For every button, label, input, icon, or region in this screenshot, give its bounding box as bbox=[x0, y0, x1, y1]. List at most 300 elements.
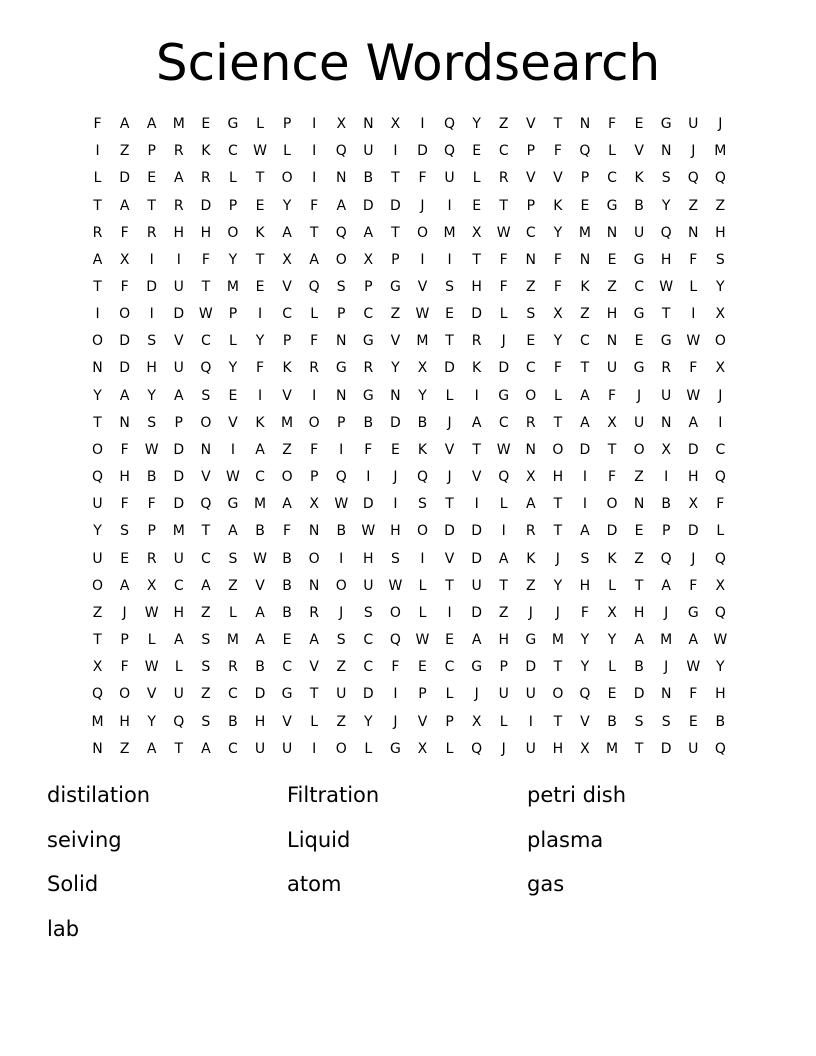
grid-letter: Y bbox=[553, 577, 563, 594]
grid-letter: M bbox=[551, 632, 564, 649]
grid-letter: C bbox=[498, 143, 509, 160]
grid-letter: I bbox=[393, 143, 398, 160]
grid-letter: J bbox=[691, 143, 696, 160]
grid-letter: Z bbox=[634, 469, 644, 486]
grid-row bbox=[84, 220, 734, 247]
grid-letter: H bbox=[119, 713, 130, 730]
grid-letter: B bbox=[282, 577, 292, 594]
grid-letter: T bbox=[634, 740, 644, 757]
grid-letter: V bbox=[255, 577, 265, 594]
grid-letter: L bbox=[716, 523, 725, 540]
grid-letter: D bbox=[471, 550, 483, 567]
grid-letter: Z bbox=[525, 577, 536, 594]
grid-row bbox=[84, 355, 734, 382]
grid-letter: A bbox=[282, 496, 292, 513]
grid-letter: I bbox=[664, 469, 669, 486]
grid-letter: J bbox=[393, 469, 398, 486]
grid-letter: A bbox=[119, 577, 130, 594]
grid-letter: A bbox=[309, 251, 319, 268]
grid-letter: H bbox=[173, 604, 185, 621]
grid-letter: F bbox=[120, 659, 129, 676]
grid-letter: I bbox=[257, 306, 263, 323]
grid-letter: J bbox=[664, 659, 669, 676]
grid-letter: P bbox=[526, 143, 536, 160]
grid-letter: J bbox=[528, 604, 533, 621]
grid-letter: X bbox=[553, 306, 563, 323]
grid-letter: Z bbox=[282, 441, 292, 458]
grid-letter: S bbox=[634, 713, 644, 730]
grid-letter: N bbox=[336, 387, 347, 404]
grid-letter: F bbox=[310, 441, 319, 458]
grid-letter: J bbox=[447, 469, 452, 486]
grid-letter: D bbox=[525, 659, 537, 676]
grid-letter: U bbox=[173, 550, 184, 567]
page-title: Science Wordsearch bbox=[155, 34, 661, 92]
grid-letter: E bbox=[634, 333, 644, 350]
grid-letter: Z bbox=[498, 116, 509, 133]
grid-letter: K bbox=[255, 224, 265, 241]
grid-row bbox=[84, 708, 734, 735]
grid-letter: H bbox=[363, 550, 374, 567]
grid-letter: J bbox=[447, 414, 452, 431]
grid-letter: L bbox=[608, 577, 616, 594]
grid-letter: B bbox=[336, 523, 347, 540]
grid-letter: J bbox=[501, 333, 506, 350]
grid-letter: H bbox=[715, 686, 726, 703]
grid-letter: F bbox=[607, 469, 617, 486]
grid-letter: C bbox=[525, 224, 536, 241]
grid-letter: J bbox=[555, 604, 560, 621]
grid-letter: H bbox=[200, 224, 212, 241]
grid-letter: T bbox=[201, 523, 211, 540]
grid-letter: B bbox=[228, 713, 238, 730]
grid-letter: X bbox=[282, 251, 292, 268]
grid-letter: X bbox=[715, 360, 726, 377]
grid-row bbox=[84, 464, 734, 491]
grid-letter: W bbox=[144, 604, 159, 621]
grid-letter: G bbox=[687, 604, 699, 621]
grid-letter: V bbox=[417, 713, 428, 730]
grid-letter: F bbox=[310, 197, 319, 214]
grid-row bbox=[84, 546, 734, 573]
grid-letter: X bbox=[607, 604, 617, 621]
grid-letter: W bbox=[496, 441, 511, 458]
grid-letter: T bbox=[255, 170, 265, 187]
grid-letter: L bbox=[689, 279, 698, 296]
grid-letter: P bbox=[499, 659, 508, 676]
grid-letter: P bbox=[580, 170, 590, 187]
grid-row bbox=[84, 681, 734, 708]
grid-letter: D bbox=[687, 441, 699, 458]
grid-letter: E bbox=[418, 659, 427, 676]
grid-letter: L bbox=[93, 170, 102, 187]
grid-letter: X bbox=[417, 360, 428, 377]
grid-letter: R bbox=[228, 659, 238, 676]
grid-letter: T bbox=[472, 441, 481, 458]
grid-letter: C bbox=[282, 659, 292, 676]
grid-letter: X bbox=[417, 740, 428, 757]
grid-letter: J bbox=[664, 604, 669, 621]
grid-letter: F bbox=[255, 360, 265, 377]
grid-letter: G bbox=[227, 496, 239, 513]
grid-letter: U bbox=[173, 686, 184, 703]
grid-letter: O bbox=[119, 306, 131, 323]
grid-letter: A bbox=[309, 632, 319, 649]
grid-letter: Q bbox=[173, 713, 185, 730]
grid-letter: A bbox=[580, 387, 590, 404]
grid-letter: B bbox=[363, 170, 374, 187]
grid-letter: O bbox=[335, 740, 347, 757]
grid-letter: A bbox=[471, 414, 482, 431]
grid-letter: F bbox=[201, 251, 210, 268]
grid-letter: T bbox=[147, 197, 156, 214]
grid-letter: R bbox=[309, 604, 320, 621]
grid-letter: U bbox=[92, 496, 103, 513]
grid-letter: D bbox=[606, 523, 618, 540]
grid-letter: Z bbox=[201, 604, 211, 621]
grid-letter: H bbox=[660, 251, 672, 268]
grid-letter: D bbox=[173, 441, 185, 458]
grid-letter: L bbox=[553, 387, 562, 404]
grid-letter: N bbox=[92, 740, 103, 757]
grid-letter: A bbox=[146, 740, 157, 757]
grid-letter: W bbox=[496, 224, 511, 241]
grid-letter: I bbox=[339, 550, 344, 567]
grid-letter: S bbox=[390, 550, 400, 567]
grid-letter: Q bbox=[308, 279, 320, 296]
grid-letter: F bbox=[310, 333, 319, 350]
grid-letter: T bbox=[391, 170, 400, 187]
grid-letter: A bbox=[255, 632, 265, 649]
grid-letter: Q bbox=[660, 224, 672, 241]
grid-letter: C bbox=[580, 333, 590, 350]
grid-letter: M bbox=[253, 496, 267, 513]
grid-letter: S bbox=[336, 632, 346, 649]
grid-letter: S bbox=[201, 632, 211, 649]
grid-letter: D bbox=[633, 686, 645, 703]
grid-letter: F bbox=[120, 224, 129, 241]
grid-letter: F bbox=[689, 686, 698, 703]
grid-letter: E bbox=[445, 632, 454, 649]
grid-letter: N bbox=[390, 387, 401, 404]
grid-letter: N bbox=[119, 414, 130, 431]
grid-letter: Z bbox=[119, 143, 130, 160]
grid-letter: Y bbox=[580, 659, 590, 676]
grid-letter: Q bbox=[714, 550, 726, 567]
grid-letter: H bbox=[552, 740, 564, 757]
grid-letter: J bbox=[474, 686, 479, 703]
grid-letter: T bbox=[309, 224, 319, 241]
grid-letter: S bbox=[580, 550, 590, 567]
grid-letter: E bbox=[472, 197, 482, 214]
grid-letter: E bbox=[526, 333, 536, 350]
grid-letter: T bbox=[607, 441, 617, 458]
grid-letter: P bbox=[661, 523, 671, 540]
grid-row bbox=[84, 192, 734, 219]
grid-letter: I bbox=[393, 686, 398, 703]
word-bank-item: petri dish bbox=[527, 783, 627, 807]
grid-letter: G bbox=[389, 740, 401, 757]
grid-letter: G bbox=[660, 116, 672, 133]
grid-letter: U bbox=[173, 279, 184, 296]
grid-letter: A bbox=[228, 523, 238, 540]
grid-letter: K bbox=[607, 550, 617, 567]
grid-letter: Q bbox=[714, 740, 726, 757]
grid-letter: J bbox=[555, 550, 560, 567]
grid-letter: A bbox=[688, 414, 699, 431]
grid-letter: H bbox=[498, 632, 509, 649]
grid-letter: R bbox=[146, 224, 157, 241]
grid-letter: P bbox=[228, 197, 238, 214]
grid-letter: V bbox=[580, 713, 590, 730]
grid-letter: U bbox=[254, 740, 266, 757]
grid-letter: M bbox=[91, 713, 104, 730]
grid-letter: Z bbox=[92, 604, 103, 621]
grid-letter: I bbox=[447, 197, 452, 214]
grid-letter: P bbox=[147, 143, 156, 160]
grid-letter: C bbox=[363, 632, 374, 649]
grid-letter: H bbox=[146, 360, 157, 377]
grid-letter: Z bbox=[580, 306, 590, 323]
grid-letter: Z bbox=[498, 604, 509, 621]
grid-letter: G bbox=[389, 279, 401, 296]
grid-letter: C bbox=[282, 306, 292, 323]
grid-letter: P bbox=[120, 632, 129, 649]
grid-letter: F bbox=[283, 523, 292, 540]
grid-letter: A bbox=[119, 197, 130, 214]
grid-letter: P bbox=[418, 686, 427, 703]
grid-letter: V bbox=[282, 279, 292, 296]
grid-letter: U bbox=[525, 740, 536, 757]
grid-letter: L bbox=[499, 496, 508, 513]
grid-letter: J bbox=[691, 550, 696, 567]
grid-letter: E bbox=[634, 116, 644, 133]
grid-letter: D bbox=[498, 360, 510, 377]
grid-letter: B bbox=[417, 414, 428, 431]
grid-letter: M bbox=[605, 740, 619, 757]
grid-letter: I bbox=[149, 251, 154, 268]
grid-letter: E bbox=[688, 713, 698, 730]
grid-letter: C bbox=[173, 577, 184, 594]
grid-letter: J bbox=[501, 740, 506, 757]
grid-letter: Q bbox=[444, 116, 456, 133]
grid-letter: F bbox=[418, 170, 427, 187]
grid-letter: D bbox=[119, 360, 130, 377]
grid-letter: H bbox=[606, 306, 618, 323]
grid-row bbox=[84, 627, 734, 654]
grid-letter: T bbox=[499, 197, 508, 214]
grid-letter: J bbox=[718, 387, 723, 404]
grid-letter: I bbox=[420, 251, 425, 268]
grid-letter: A bbox=[526, 496, 536, 513]
grid-letter: W bbox=[415, 632, 430, 649]
grid-letter: I bbox=[149, 306, 154, 323]
grid-letter: K bbox=[634, 170, 644, 187]
grid-letter: L bbox=[418, 577, 427, 594]
grid-letter: Z bbox=[228, 577, 238, 594]
grid-letter: S bbox=[418, 496, 427, 513]
grid-letter: A bbox=[119, 387, 130, 404]
grid-letter: X bbox=[580, 740, 590, 757]
grid-letter: Q bbox=[416, 469, 428, 486]
grid-letter: O bbox=[281, 469, 293, 486]
grid-letter: T bbox=[201, 279, 211, 296]
grid-letter: N bbox=[525, 441, 537, 458]
grid-letter: O bbox=[416, 224, 428, 241]
grid-letter: C bbox=[255, 469, 265, 486]
grid-letter: A bbox=[580, 414, 590, 431]
grid-letter: V bbox=[173, 333, 184, 350]
grid-letter: J bbox=[420, 197, 425, 214]
word-bank-item: distilation bbox=[47, 783, 151, 807]
grid-letter: E bbox=[282, 632, 292, 649]
grid-letter: N bbox=[660, 143, 672, 160]
grid-letter: E bbox=[255, 279, 265, 296]
grid-letter: P bbox=[147, 523, 156, 540]
grid-letter: D bbox=[146, 279, 158, 296]
grid-letter: I bbox=[691, 306, 696, 323]
grid-letter: R bbox=[363, 360, 374, 377]
grid-letter: V bbox=[471, 469, 482, 486]
grid-row bbox=[84, 437, 734, 464]
grid-letter: B bbox=[255, 659, 265, 676]
grid-letter: Y bbox=[716, 279, 725, 296]
grid-letter: U bbox=[92, 550, 103, 567]
grid-letter: R bbox=[498, 170, 509, 187]
grid-letter: S bbox=[201, 713, 211, 730]
grid-letter: D bbox=[660, 740, 672, 757]
grid-letter: D bbox=[471, 523, 483, 540]
grid-letter: N bbox=[336, 333, 347, 350]
grid-letter: Q bbox=[498, 469, 510, 486]
grid-letter: V bbox=[282, 387, 292, 404]
grid-letter: L bbox=[174, 659, 183, 676]
grid-letter: N bbox=[606, 224, 618, 241]
grid-letter: K bbox=[472, 360, 482, 377]
grid-letter: A bbox=[173, 387, 184, 404]
grid-row bbox=[84, 301, 734, 328]
grid-letter: U bbox=[688, 740, 699, 757]
grid-letter: T bbox=[553, 713, 563, 730]
grid-letter: L bbox=[310, 713, 319, 730]
grid-letter: H bbox=[715, 224, 726, 241]
grid-letter: I bbox=[393, 496, 398, 513]
grid-letter: L bbox=[445, 740, 454, 757]
grid-letter: O bbox=[416, 523, 428, 540]
grid-letter: R bbox=[309, 360, 320, 377]
grid-letter: R bbox=[525, 523, 536, 540]
grid-letter: N bbox=[660, 414, 672, 431]
grid-letter: S bbox=[715, 251, 725, 268]
grid-letter: X bbox=[715, 577, 726, 594]
grid-letter: S bbox=[661, 713, 671, 730]
grid-letter: T bbox=[661, 306, 671, 323]
grid-letter: E bbox=[445, 306, 454, 323]
grid-row bbox=[84, 491, 734, 518]
grid-letter: N bbox=[308, 577, 320, 594]
grid-letter: I bbox=[582, 469, 588, 486]
grid-letter: W bbox=[226, 469, 240, 486]
grid-letter: F bbox=[607, 387, 617, 404]
grid-letter: F bbox=[120, 441, 129, 458]
grid-letter: F bbox=[607, 116, 617, 133]
grid-letter: N bbox=[633, 496, 645, 513]
grid-letter: T bbox=[553, 414, 563, 431]
grid-letter: A bbox=[661, 577, 671, 594]
grid-letter: Z bbox=[634, 550, 644, 567]
grid-letter: Y bbox=[228, 360, 238, 377]
word-bank-item: plasma bbox=[527, 827, 604, 852]
grid-letter: B bbox=[634, 197, 644, 214]
grid-letter: X bbox=[525, 469, 536, 486]
word-bank bbox=[47, 778, 767, 956]
grid-letter: Y bbox=[282, 197, 292, 214]
grid-letter: P bbox=[174, 414, 183, 431]
grid-letter: I bbox=[312, 170, 317, 187]
grid-letter: V bbox=[634, 143, 644, 160]
grid-letter: I bbox=[718, 414, 723, 431]
grid-letter: G bbox=[660, 333, 672, 350]
grid-letter: M bbox=[416, 333, 429, 350]
grid-letter: X bbox=[607, 414, 617, 431]
grid-letter: U bbox=[606, 360, 618, 377]
grid-letter: K bbox=[580, 279, 590, 296]
grid-letter: H bbox=[390, 523, 401, 540]
grid-letter: D bbox=[173, 306, 185, 323]
grid-letter: Y bbox=[580, 632, 590, 649]
grid-letter: N bbox=[579, 251, 591, 268]
grid-letter: W bbox=[334, 496, 349, 513]
grid-letter: F bbox=[93, 116, 102, 133]
grid-letter: Y bbox=[607, 632, 617, 649]
grid-letter: Z bbox=[525, 279, 536, 296]
grid-letter: E bbox=[201, 116, 211, 133]
grid-row bbox=[84, 247, 734, 274]
grid-letter: O bbox=[308, 414, 320, 431]
grid-letter: T bbox=[93, 632, 102, 649]
grid-letter: O bbox=[92, 441, 104, 458]
grid-letter: F bbox=[120, 496, 129, 513]
grid-letter: G bbox=[633, 360, 645, 377]
grid-letter: A bbox=[580, 523, 590, 540]
grid-letter: I bbox=[176, 251, 181, 268]
grid-letter: Q bbox=[200, 496, 212, 513]
grid-letter: I bbox=[447, 251, 452, 268]
grid-letter: A bbox=[201, 577, 211, 594]
grid-letter: G bbox=[606, 197, 618, 214]
grid-letter: I bbox=[230, 441, 235, 458]
grid-letter: B bbox=[634, 659, 644, 676]
grid-letter: T bbox=[553, 496, 563, 513]
grid-letter: H bbox=[173, 224, 185, 241]
grid-letter: W bbox=[144, 659, 159, 676]
grid-letter: V bbox=[390, 333, 401, 350]
grid-letter: A bbox=[688, 632, 699, 649]
grid-letter: N bbox=[660, 686, 672, 703]
grid-letter: V bbox=[526, 170, 536, 187]
grid-letter: D bbox=[390, 414, 401, 431]
grid-letter: Q bbox=[335, 469, 347, 486]
grid-letter: W bbox=[686, 333, 701, 350]
grid-letter: T bbox=[634, 577, 644, 594]
grid-letter: L bbox=[256, 116, 264, 133]
grid-letter: I bbox=[95, 306, 100, 323]
grid-letter: C bbox=[228, 143, 238, 160]
grid-letter: W bbox=[415, 306, 430, 323]
grid-row bbox=[84, 165, 734, 192]
grid-letter: F bbox=[499, 251, 508, 268]
grid-letter: U bbox=[525, 686, 536, 703]
